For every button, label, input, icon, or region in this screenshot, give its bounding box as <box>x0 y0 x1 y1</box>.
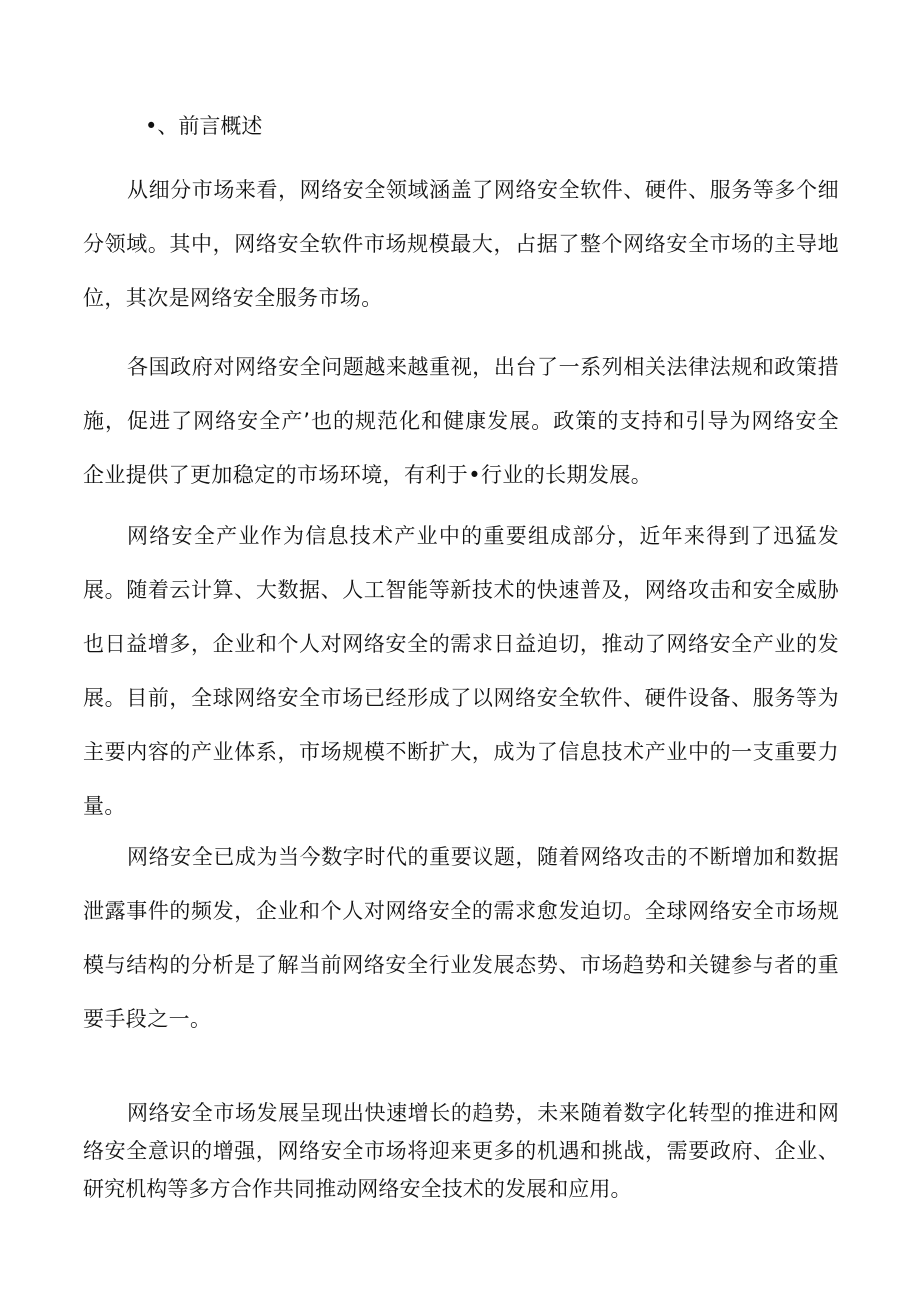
paragraph-market-outlook: 网络安全市场发展呈现出快速增长的趋势，未来随着数字化转型的推进和网络安全意识的增强，网络安全市场将迎来更多的机遇和挑战，需要政府、企业、研究机构等多方合作共同推动网络安全技术的发展和应用。 <box>83 1101 839 1201</box>
section-heading: •、前言概述 <box>145 114 263 138</box>
paragraph-government-policy: 各国政府对网络安全问题越来越重视，出台了一系列相关法律法规和政策措施，促进了网络安全产’也的规范化和健康发展。政策的支持和引导为网络安全企业提供了更加稳定的市场环境，有利于•行业的长期发展。 <box>83 355 839 487</box>
paragraph-global-market-analysis: 网络安全已成为当今数字时代的重要议题，随着网络攻击的不断增加和数据泄露事件的频发，企业和个人对网络安全的需求愈发迫切。全球网络安全市场规模与结构的分析是了解当前网络安全行业发展态势、市场趋势和关键参与者的重要手段之一。 <box>83 845 839 1031</box>
paragraph-market-segments: 从细分市场来看，网络安全领域涵盖了网络安全软件、硬件、服务等多个细分领域。其中，网络安全软件市场规模最大，占据了整个网络安全市场的主导地位，其次是网络安全服务市场。 <box>83 178 839 310</box>
paragraph-industry-development: 网络安全产业作为信息技术产业中的重要组成部分，近年来得到了迅猛发展。随着云计算、大数据、人工智能等新技术的快速普及，网络攻击和安全威胁也日益增多，企业和个人对网络安全的需求日益迫切，推动了网络安全产业的发展。目前，全球网络安全市场已经形成了以网络安全软件、硬件设备、服务等为主要内容的产业体系，市场规模不断扩大，成为了信息技术产业中的一支重要力量。 <box>83 524 839 818</box>
